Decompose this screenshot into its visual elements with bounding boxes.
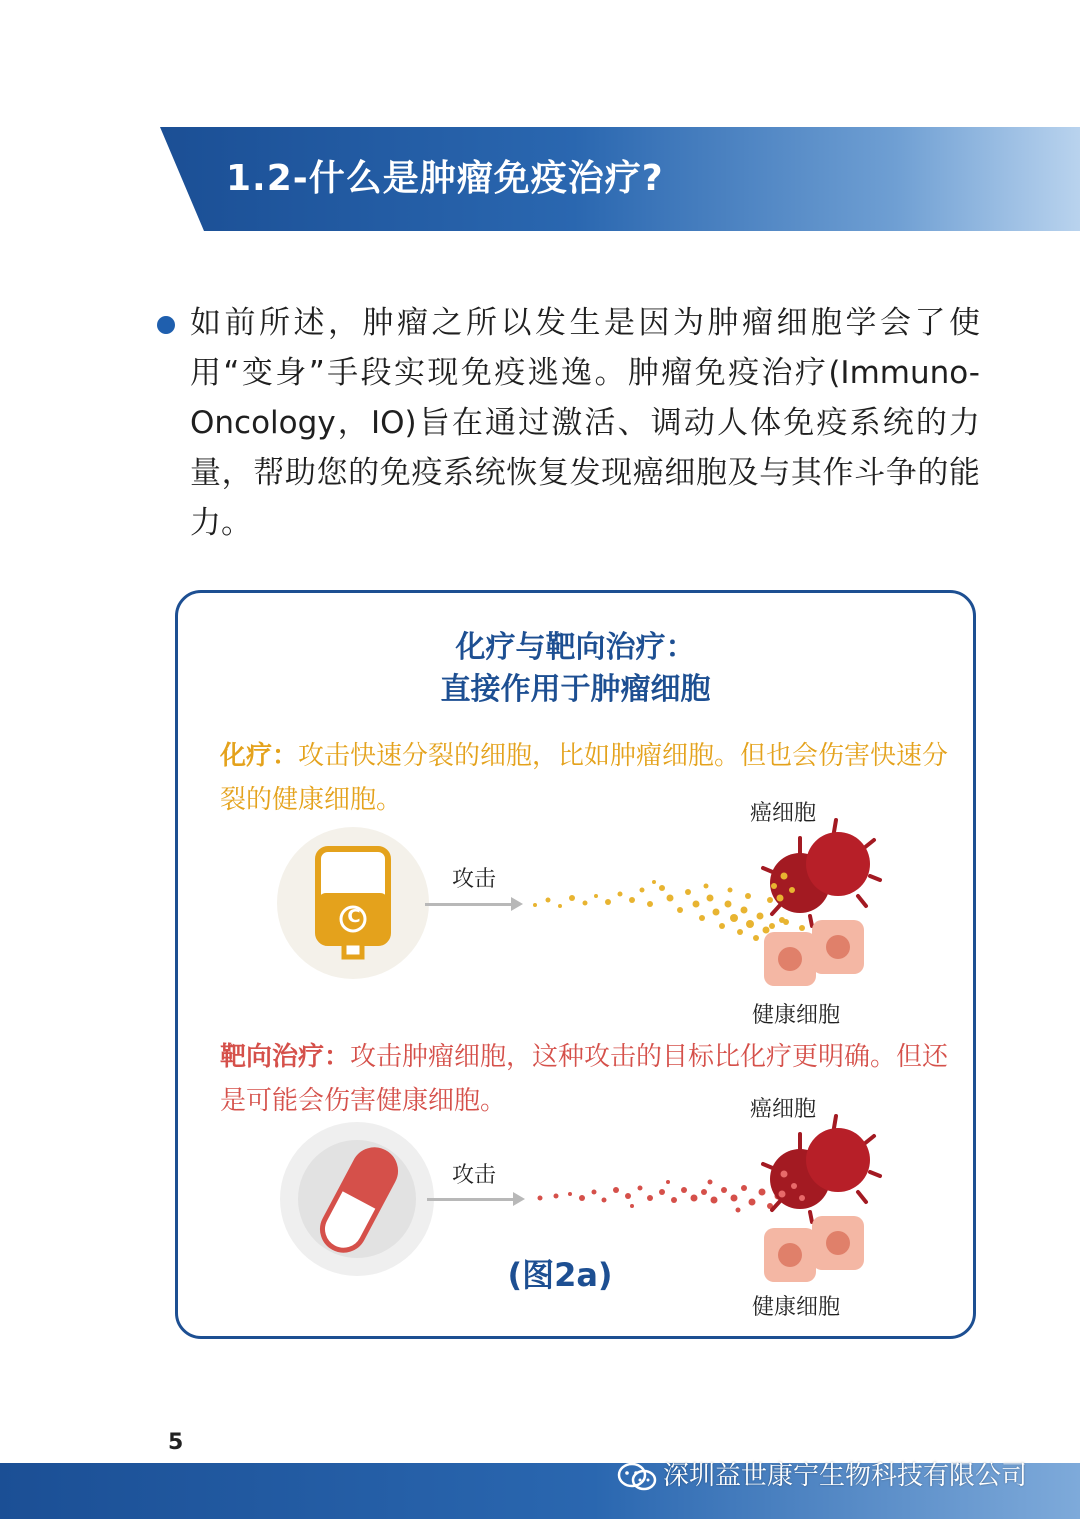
targeted-healthy-label: 健康细胞 (752, 1295, 841, 1320)
chemo-particle-stream (530, 870, 790, 950)
targeted-cancer-cells (760, 1124, 880, 1224)
figure-caption: (图2a) (507, 1256, 613, 1294)
chemo-text: 攻击快速分裂的细胞，比如肿瘤细胞。但也会伤害快速分裂的健康细胞。 (220, 741, 949, 815)
panel-title-line1: 化疗与靶向治疗： (455, 630, 696, 665)
capsule-icon (316, 1142, 402, 1258)
chemo-healthy-cells (762, 918, 872, 990)
panel-title-line2: 直接作用于肿瘤细胞 (440, 672, 711, 707)
panel-title (175, 627, 976, 711)
chemo-healthy-label: 健康细胞 (752, 1003, 841, 1028)
wechat-icon (617, 1462, 657, 1492)
chemo-cancer-label: 癌细胞 (750, 801, 817, 826)
targeted-text: 攻击肿瘤细胞，这种攻击的目标比化疗更明确。但还是可能会伤害健康细胞。 (220, 1042, 949, 1116)
iv-bag-letter: C (347, 906, 361, 927)
targeted-term: 靶向治疗： (220, 1042, 351, 1072)
targeted-attack-arrow (427, 1198, 515, 1201)
footer-credit-text: 深圳益世康宁生物科技有限公司 (663, 1461, 1028, 1491)
targeted-attack-label: 攻击 (452, 1163, 497, 1188)
section-title: 1.2-什么是肿瘤免疫治疗? (226, 158, 664, 199)
footer-credit (617, 1455, 1027, 1492)
targeted-cancer-label: 癌细胞 (750, 1097, 817, 1122)
page-number: 5 (168, 1430, 184, 1455)
chemo-description (220, 734, 950, 822)
chemo-attack-label: 攻击 (452, 867, 497, 892)
chemo-term: 化疗： (220, 741, 299, 771)
targeted-description (220, 1035, 950, 1123)
chemo-cancer-cells (760, 828, 880, 928)
targeted-particle-stream (534, 1170, 794, 1220)
bullet-dot (157, 316, 175, 334)
targeted-healthy-cells (762, 1214, 872, 1286)
chemo-attack-arrow (425, 903, 513, 906)
intro-paragraph: 如前所述，肿瘤之所以发生是因为肿瘤细胞学会了使用“变身”手段实现免疫逃逸。肿瘤免疫治疗(Immuno-Oncology，IO)旨在通过激活、调动人体免疫系统的力量，帮助您的免疫系统恢复发现癌细胞及与其作斗争的能力。 (190, 305, 980, 541)
